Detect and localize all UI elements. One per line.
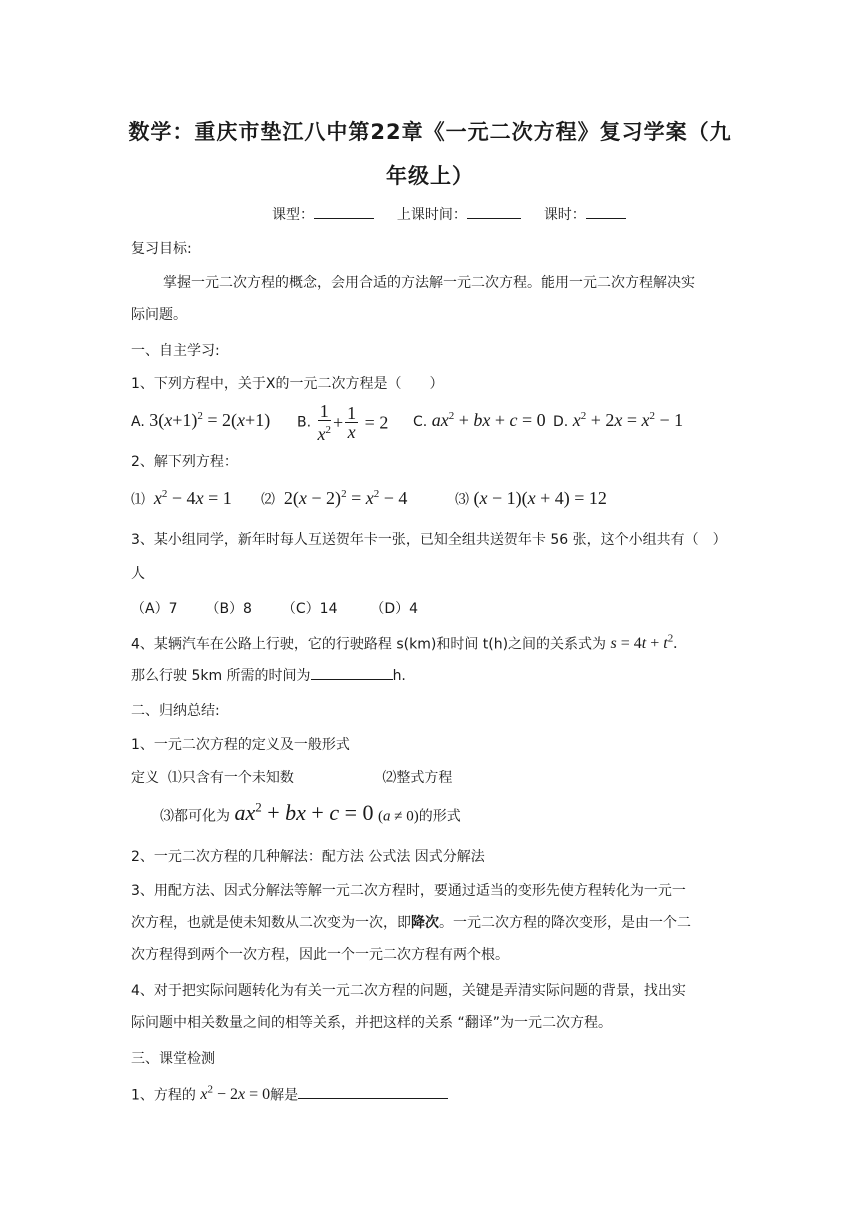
test-q1 [131, 1084, 448, 1104]
q3-option-d: （D）4 [370, 601, 419, 617]
section3-heading: 三、课堂检测 [131, 1051, 215, 1067]
test-q1-equation: $x^2 - 2x = 0$ [200, 1084, 271, 1104]
q4-line2 [131, 665, 406, 685]
definition-label: 定义 [131, 770, 159, 786]
summary-item2: 2、一元二次方程的几种解法：配方法 公式法 因式分解法 [131, 849, 485, 865]
q4-line1 [131, 633, 677, 653]
q1-option-a-equation: $3(x+1)^2 = 2(x+1)$ [149, 410, 271, 430]
q3-option-b: （B）8 [205, 601, 252, 617]
definition-point2: ⑵整式方程 [382, 770, 453, 786]
q4-unit: h. [392, 668, 406, 684]
q3-stem-line1: 3、某小组同学，新年时每人互送贺年卡一张，已知全组共送贺年卡 56 张，这个小组共有（ ） [131, 532, 727, 548]
summary-item4-line2: 际问题中相关数量之间的相等关系，并把这样的关系 “翻译”为一元二次方程。 [131, 1015, 612, 1031]
definition-point3-prefix: ⑶都可化为 [160, 808, 230, 825]
q3-options [131, 598, 418, 618]
definition-point3 [160, 800, 461, 826]
page-title-line1: 数学：重庆市垫江八中第22章《一元二次方程》复习学案（九 [128, 120, 732, 144]
q4-stem: 4、某辆汽车在公路上行驶，它的行驶路程 s(km)和时间 t(h)之间的关系式为 [131, 636, 607, 653]
q2-part3-equation: (x − 1)(x + 4) = 12 [473, 488, 607, 508]
course-type-blank[interactable] [314, 204, 374, 219]
q1-option-b-equation: $\frac{1}{x^2}$ + $\frac{1}{x}$ = 2 [317, 401, 389, 444]
q1-option-c-label: C. [413, 414, 428, 430]
goals-heading: 复习目标: [131, 241, 192, 257]
q4-stem-line2: 那么行驶 5km 所需的时间为 [131, 668, 311, 684]
period-blank[interactable] [586, 204, 626, 219]
summary-item4-line1: 4、对于把实际问题转化为有关一元二次方程的问题，关键是弄清实际问题的背景，找出实 [131, 983, 686, 999]
course-type-label: 课型： [272, 207, 314, 223]
q2-part2 [261, 488, 407, 509]
summary-item3-line2 [131, 912, 691, 932]
general-form-equation: $ax^2$ + bx + c = 0 [234, 800, 374, 826]
page-title-line2: 年级上） [386, 164, 474, 188]
summary-item3-line3: 次方程得到两个一次方程，因此一个一元二次方程有两个根。 [131, 947, 509, 963]
q2-part3 [455, 488, 607, 509]
summary-item3-line1: 3、用配方法、因式分解法等解一元二次方程时，要通过适当的变形先使方程转化为一元一 [131, 883, 686, 899]
test-q1-suffix: 解是 [270, 1087, 299, 1104]
q3-option-c: （C）14 [281, 601, 338, 617]
q1-option-d-label: D. [553, 414, 569, 430]
test-q1-answer-blank[interactable] [298, 1084, 448, 1099]
q3-option-a: （A）7 [131, 601, 178, 617]
section2-heading: 二、归纳总结: [131, 703, 220, 719]
q4-answer-blank[interactable] [311, 665, 393, 680]
q3-stem-line2: 人 [131, 566, 145, 582]
definition-row [131, 767, 452, 787]
class-time-blank[interactable] [467, 204, 521, 219]
q2-part1 [131, 488, 232, 509]
q2-part2-label: ⑵ [261, 492, 275, 508]
general-form-condition: (a ≠ 0) [377, 808, 419, 825]
q4-relation-equation: $s = 4t + t^2$. [610, 633, 678, 653]
definition-point1: ⑴只含有一个未知数 [167, 770, 294, 786]
goals-text-line1: 掌握一元二次方程的概念，会用合适的方法解一元二次方程。能用一元二次方程解决实 [163, 275, 695, 291]
q2-part2-equation: $2(x - 2)^2 = x^2 - 4$ [283, 488, 408, 508]
summary-item1: 1、一元二次方程的定义及一般形式 [131, 737, 350, 753]
q1-option-a-label: A. [131, 414, 145, 430]
q1-option-b-label: B. [297, 414, 312, 431]
test-q1-prefix: 1、方程的 [131, 1087, 196, 1104]
q1-option-d [553, 410, 683, 431]
q1-option-c [413, 410, 546, 431]
summary-item3-text-b: 。一元二次方程的降次变形，是由一个二 [439, 915, 691, 931]
definition-point3-suffix: 的形式 [418, 808, 461, 825]
q2-stem: 2、解下列方程： [131, 454, 238, 470]
q1-option-b [297, 402, 388, 443]
class-time-label: 上课时间： [396, 207, 467, 223]
q1-stem: 1、下列方程中，关于X的一元二次方程是（ ） [131, 376, 444, 392]
q1-option-d-equation: $x^2 + 2x = x^2 - 1$ [572, 410, 684, 430]
q2-part3-label: ⑶ [455, 492, 469, 508]
lesson-meta [272, 204, 626, 224]
summary-item3-bold: 降次 [411, 915, 439, 931]
summary-item3-text-a: 次方程，也就是使未知数从二次变为一次，即 [131, 915, 411, 931]
goals-text-line2: 际问题。 [131, 307, 187, 323]
q1-option-a [131, 410, 270, 431]
q1-option-c-equation: $ax^2$ + bx + c = 0 [431, 410, 546, 430]
q2-part1-equation: $x^2 - 4x = 1$ [153, 488, 232, 508]
period-label: 课时： [543, 207, 586, 223]
section1-heading: 一、自主学习: [131, 343, 220, 359]
q2-part1-label: ⑴ [131, 492, 145, 508]
